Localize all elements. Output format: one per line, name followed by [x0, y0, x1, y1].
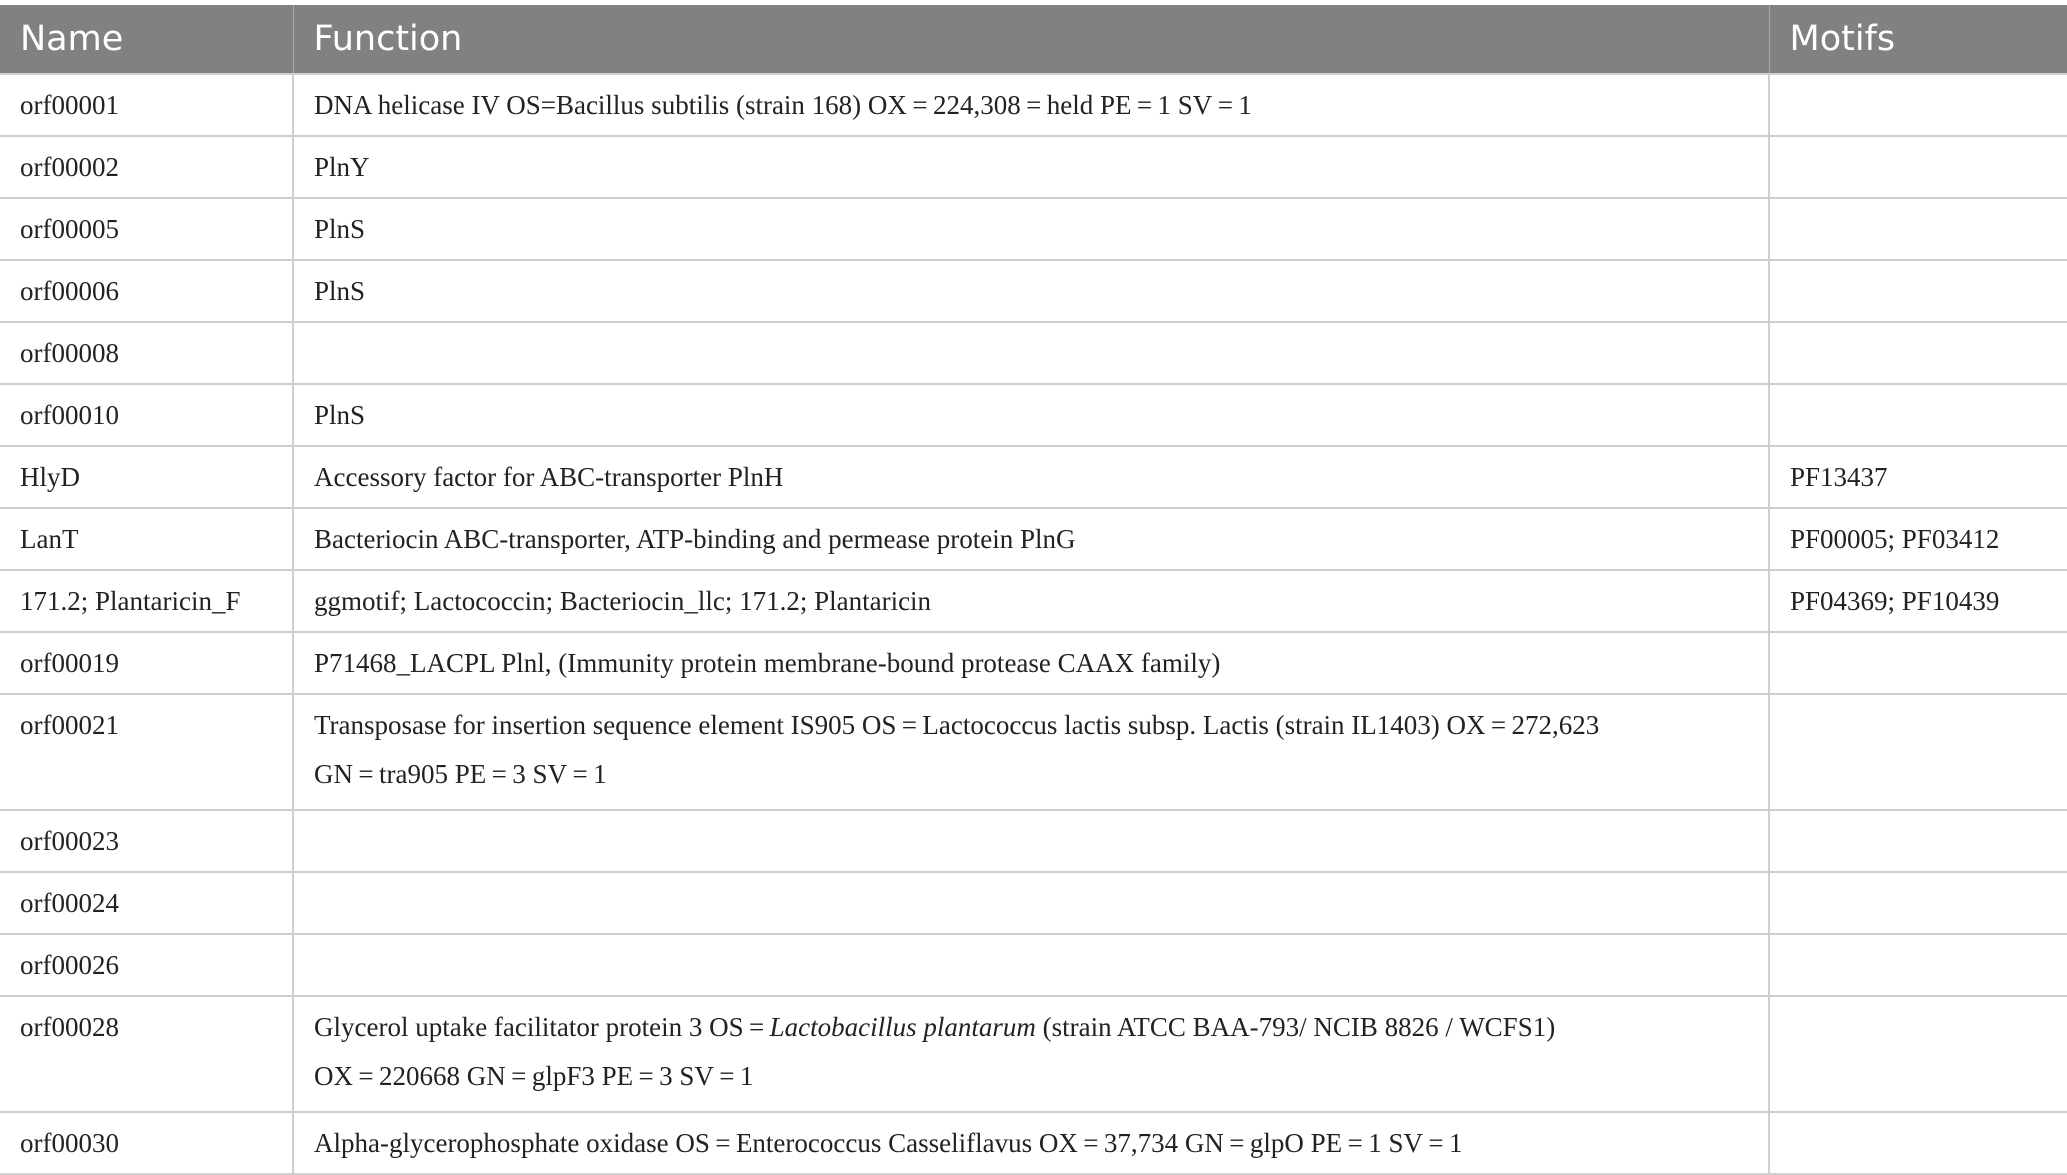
table-row: [0, 996, 2067, 1112]
cell-motifs: [1769, 1112, 2067, 1174]
table-row: [0, 934, 2067, 996]
header-row: [0, 5, 2067, 74]
cell-motifs: [1769, 322, 2067, 384]
cell-motifs: [1769, 74, 2067, 136]
cell-name: HlyD: [0, 446, 293, 508]
header-motifs: Motifs: [1769, 5, 2067, 74]
table-row: [0, 198, 2067, 260]
cell-function: Bacteriocin ABC-transporter, ATP-binding and permease protein PlnG: [293, 508, 1769, 570]
cell-name: orf00021: [0, 694, 293, 810]
table-row: [0, 260, 2067, 322]
cell-function: DNA helicase IV OS=Bacillus subtilis (strain 168) OX = 224,308 = held PE = 1 SV = 1: [293, 74, 1769, 136]
table-row: [0, 810, 2067, 872]
cell-motifs: PF04369; PF10439: [1769, 570, 2067, 632]
table-row: [0, 872, 2067, 934]
cell-function: ggmotif; Lactococcin; Bacteriocin_llc; 171.2; Plantaricin: [293, 570, 1769, 632]
cell-motifs: [1769, 632, 2067, 694]
cell-name: orf00001: [0, 74, 293, 136]
cell-function: PlnY: [293, 136, 1769, 198]
table-row: [0, 694, 2067, 810]
cell-name: orf00019: [0, 632, 293, 694]
table-row: [0, 322, 2067, 384]
header-name: Name: [0, 5, 293, 74]
cell-motifs: [1769, 694, 2067, 810]
cell-function: [293, 810, 1769, 872]
cell-function: [293, 934, 1769, 996]
header-function: Function: [293, 5, 1769, 74]
cell-function: P71468_LACPL Plnl, (Immunity protein membrane-bound protease CAAX family): [293, 632, 1769, 694]
cell-motifs: [1769, 872, 2067, 934]
cell-name: orf00024: [0, 872, 293, 934]
cell-function: PlnS: [293, 260, 1769, 322]
cell-name: orf00008: [0, 322, 293, 384]
table-header: [0, 5, 2067, 74]
cell-motifs: [1769, 996, 2067, 1112]
table-row: [0, 508, 2067, 570]
cell-motifs: [1769, 198, 2067, 260]
cell-function: PlnS: [293, 198, 1769, 260]
cell-motifs: PF00005; PF03412: [1769, 508, 2067, 570]
cell-name: orf00030: [0, 1112, 293, 1174]
table-row: [0, 446, 2067, 508]
function-line-2: OX = 220668 GN = glpF3 PE = 3 SV = 1: [314, 1061, 754, 1091]
cell-function: [293, 322, 1769, 384]
function-species-italic: Lactobacillus plantarum: [769, 1012, 1036, 1042]
table-row: [0, 384, 2067, 446]
cell-function: Accessory factor for ABC-transporter PlnH: [293, 446, 1769, 508]
cell-motifs: [1769, 934, 2067, 996]
table-row: [0, 632, 2067, 694]
cell-function: Alpha-glycerophosphate oxidase OS = Enterococcus Casseliflavus OX = 37,734 GN = glpO PE = 1 SV = 1: [293, 1112, 1769, 1174]
cell-function: [293, 872, 1769, 934]
data-table: [0, 5, 2067, 1175]
cell-name: orf00023: [0, 810, 293, 872]
function-line-2: GN = tra905 PE = 3 SV = 1: [314, 759, 607, 789]
cell-motifs: [1769, 260, 2067, 322]
table-row: [0, 570, 2067, 632]
function-text-pre: Glycerol uptake facilitator protein 3 OS =: [314, 1012, 770, 1042]
cell-name: orf00005: [0, 198, 293, 260]
cell-name: orf00010: [0, 384, 293, 446]
table-row: [0, 1112, 2067, 1174]
cell-motifs: [1769, 136, 2067, 198]
table-body: [0, 74, 2067, 1174]
cell-motifs: [1769, 810, 2067, 872]
data-table-container: [0, 5, 2067, 1175]
function-line-1: Transposase for insertion sequence element IS905 OS = Lactococcus lactis subsp. Lactis (strain IL1403) OX = 272,623: [314, 710, 1600, 740]
cell-name: orf00028: [0, 996, 293, 1112]
cell-name: orf00006: [0, 260, 293, 322]
cell-motifs: PF13437: [1769, 446, 2067, 508]
table-row: [0, 74, 2067, 136]
cell-name: LanT: [0, 508, 293, 570]
function-text-post: (strain ATCC BAA-793/ NCIB 8826 / WCFS1): [1035, 1012, 1556, 1042]
cell-name: orf00026: [0, 934, 293, 996]
cell-name: orf00002: [0, 136, 293, 198]
table-row: [0, 136, 2067, 198]
cell-motifs: [1769, 384, 2067, 446]
cell-function: [293, 694, 1769, 810]
cell-function: [293, 996, 1769, 1112]
cell-function: PlnS: [293, 384, 1769, 446]
cell-name: 171.2; Plantaricin_F: [0, 570, 293, 632]
